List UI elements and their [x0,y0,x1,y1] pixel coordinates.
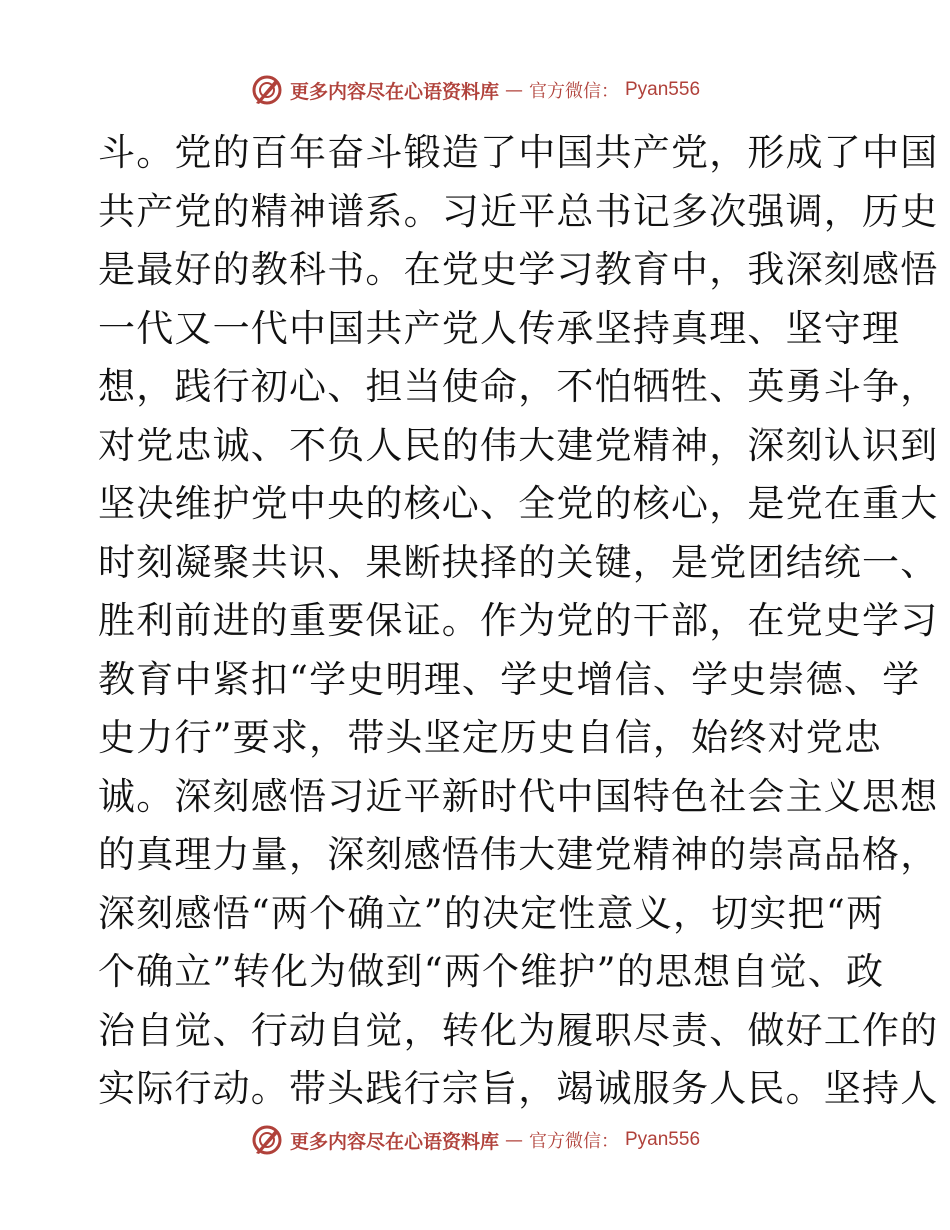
text-line: 个确立”转化为做到“两个维护”的思想自觉、政 [98,950,885,993]
text-line: 诚。深刻感悟习近平新时代中国特色社会主义思想 [98,774,939,818]
text-line: 是最好的教科书。在党史学习教育中，我深刻感悟 [98,248,939,291]
text-line: 的真理力量，深刻感悟伟大建党精神的崇高品格， [98,833,939,876]
text-line: 胜利前进的重要保证。作为党的干部，在党史学习 [98,599,939,642]
text-line: 实际行动。带头践行宗旨，竭诚服务人民。坚持人 [98,1067,939,1110]
header-wechat-id: Pyan556 [625,79,701,100]
text-line: 共产党的精神谱系。习近平总书记多次强调，历史 [98,189,939,233]
footer-wechat-label: 官方微信： [529,1131,619,1152]
text-line: 教育中紧扣“学史明理、学史增信、学史崇德、学 [98,657,921,701]
footer-wechat-id: Pyan556 [625,1129,701,1150]
footer-separator: — [505,1129,523,1151]
document-body [98,124,939,1119]
text-line: 治自觉、行动自觉，转化为履职尽责、做好工作的 [98,1008,939,1052]
text-line: 对党忠诚、不负人民的伟大建党精神，深刻认识到 [98,423,939,467]
header-wechat-label: 官方微信： [529,81,619,102]
footer-banner [0,1120,950,1160]
text-line: 深刻感悟“两个确立”的决定性意义，切实把“两 [98,891,885,935]
text-line: 想，践行初心、担当使命，不怕牺牲、英勇斗争， [98,365,939,408]
header-separator: — [505,79,523,101]
text-line: 时刻凝聚共识、果断抉择的关键，是党团结统一、 [98,540,939,584]
header-banner [0,70,950,110]
text-line: 斗。党的百年奋斗锻造了中国共产党，形成了中国 [98,131,939,174]
quill-logo-icon [250,1123,284,1157]
text-line: 一代又一代中国共产党人传承坚持真理、坚守理 [98,306,901,350]
text-line: 坚决维护党中央的核心、全党的核心，是党在重大 [98,482,939,525]
text-line: 史力行”要求，带头坚定历史自信，始终对党忠 [98,716,883,759]
header-site-text: 更多内容尽在心语资料库 [289,80,499,103]
footer-site-text: 更多内容尽在心语资料库 [289,1130,499,1153]
quill-logo-icon [250,73,284,107]
